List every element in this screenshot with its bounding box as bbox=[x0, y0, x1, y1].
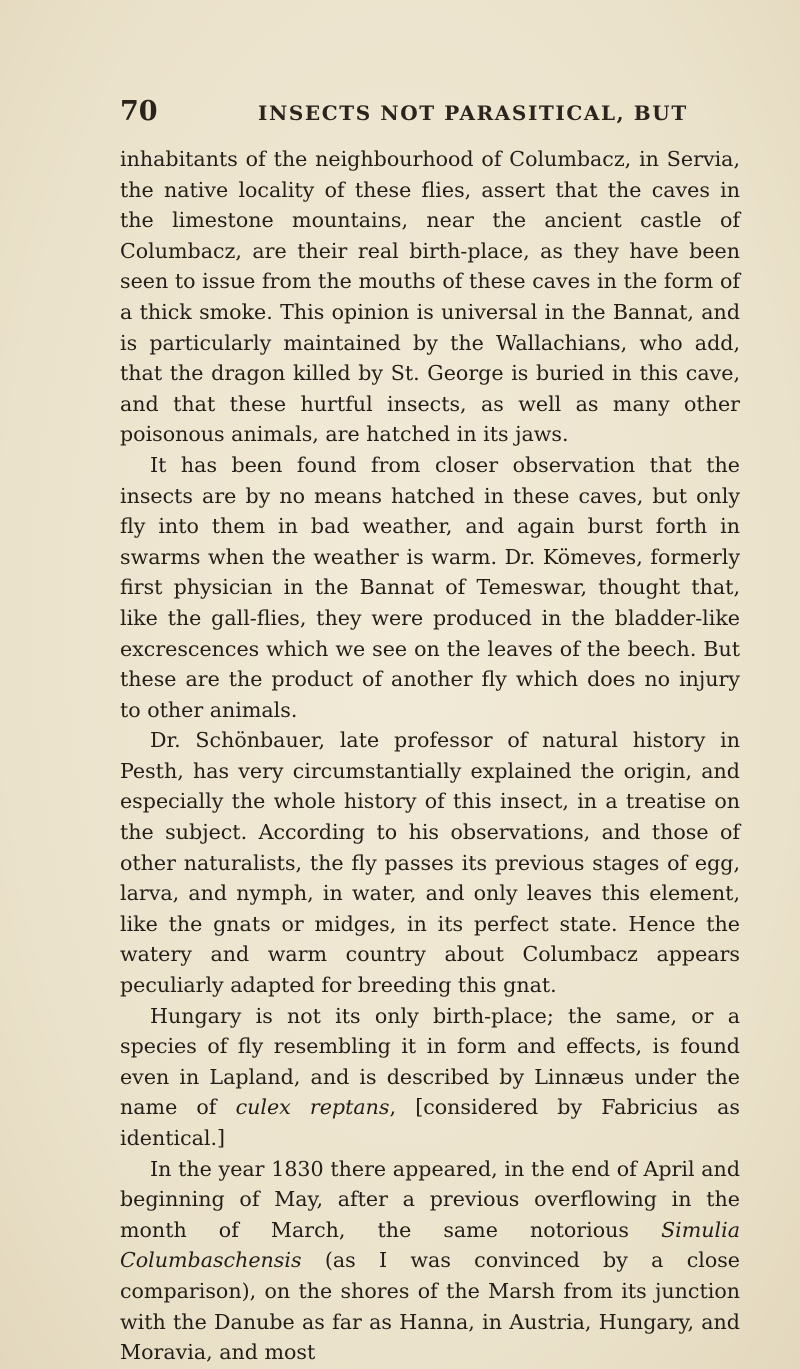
species-name: Simulia Columbaschensis bbox=[120, 1217, 740, 1273]
paragraph-text: inhabitants of the neighbourhood of Columbacz, in Servia, the native locality of these flies, assert that the caves in the limestone mountains, near the ancient castle of Columbacz, are their real birth-place, as they have been seen to issue from the mouths of these caves in the form of a thick smoke. This opinion is universal in the Bannat, and is particularly maintained by the Wallachians, who add, that the dragon killed by St. George is buried in this cave, and that these hurtful insects, as well as many other poisonous animals, are hatched in its jaws. bbox=[120, 147, 740, 447]
paragraph-5 bbox=[120, 1154, 740, 1368]
species-name: culex reptans bbox=[235, 1095, 390, 1120]
paragraph-1 bbox=[120, 144, 740, 450]
body-text bbox=[120, 144, 740, 1368]
page-number: 70 bbox=[120, 96, 158, 127]
paragraph-text: Dr. Schönbauer, late professor of natural history in Pesth, has very circumstantially explained the origin, and especially the whole history of this insect, in a treatise on the subject. According to his observations, and those of other naturalists, the fly passes its previous stages of egg, larva, and nymph, in water, and only leaves this element, like the gnats or midges, in its perfect state. Hence the watery and warm country about Columbacz appears peculiarly adapted for breeding this gnat. bbox=[120, 728, 740, 998]
running-head: INSECTS NOT PARASITICAL, BUT bbox=[258, 101, 688, 125]
paragraph-text: (as I was convinced by a close comparison), on the shores of the Marsh from its junction with the Danube as far as Hanna, in Austria, Hungary, and Moravia, and most bbox=[120, 1248, 740, 1365]
paragraph-text: It has been found from closer observation that the insects are by no means hatched in these caves, but only fly into them in bad weather, and again burst forth in swarms when the weather is warm. Dr. Kömeves, formerly first physician in the Bannat of Temeswar, thought that, like the gall-flies, they were produced in the bladder-like excrescences which we see on the leaves of the beech. But these are the product of another fly which does no injury to other animals. bbox=[120, 452, 740, 722]
paragraph-2 bbox=[120, 450, 740, 725]
paragraph-3 bbox=[120, 725, 740, 1000]
paragraph-text: Hungary is not its only birth-place; the same, or a species of fly resembling it in form and effects, is found even in Lapland, and is described by Linnæus under the name of bbox=[120, 1003, 740, 1120]
page-header bbox=[120, 96, 740, 130]
paragraph-text: In the year 1830 there appeared, in the end of April and beginning of May, after a previous overflowing in the month of March, the same notorious bbox=[120, 1156, 740, 1242]
paragraph-4 bbox=[120, 1001, 740, 1154]
paragraph-text: , [considered by Fabricius as identical.] bbox=[120, 1095, 740, 1150]
